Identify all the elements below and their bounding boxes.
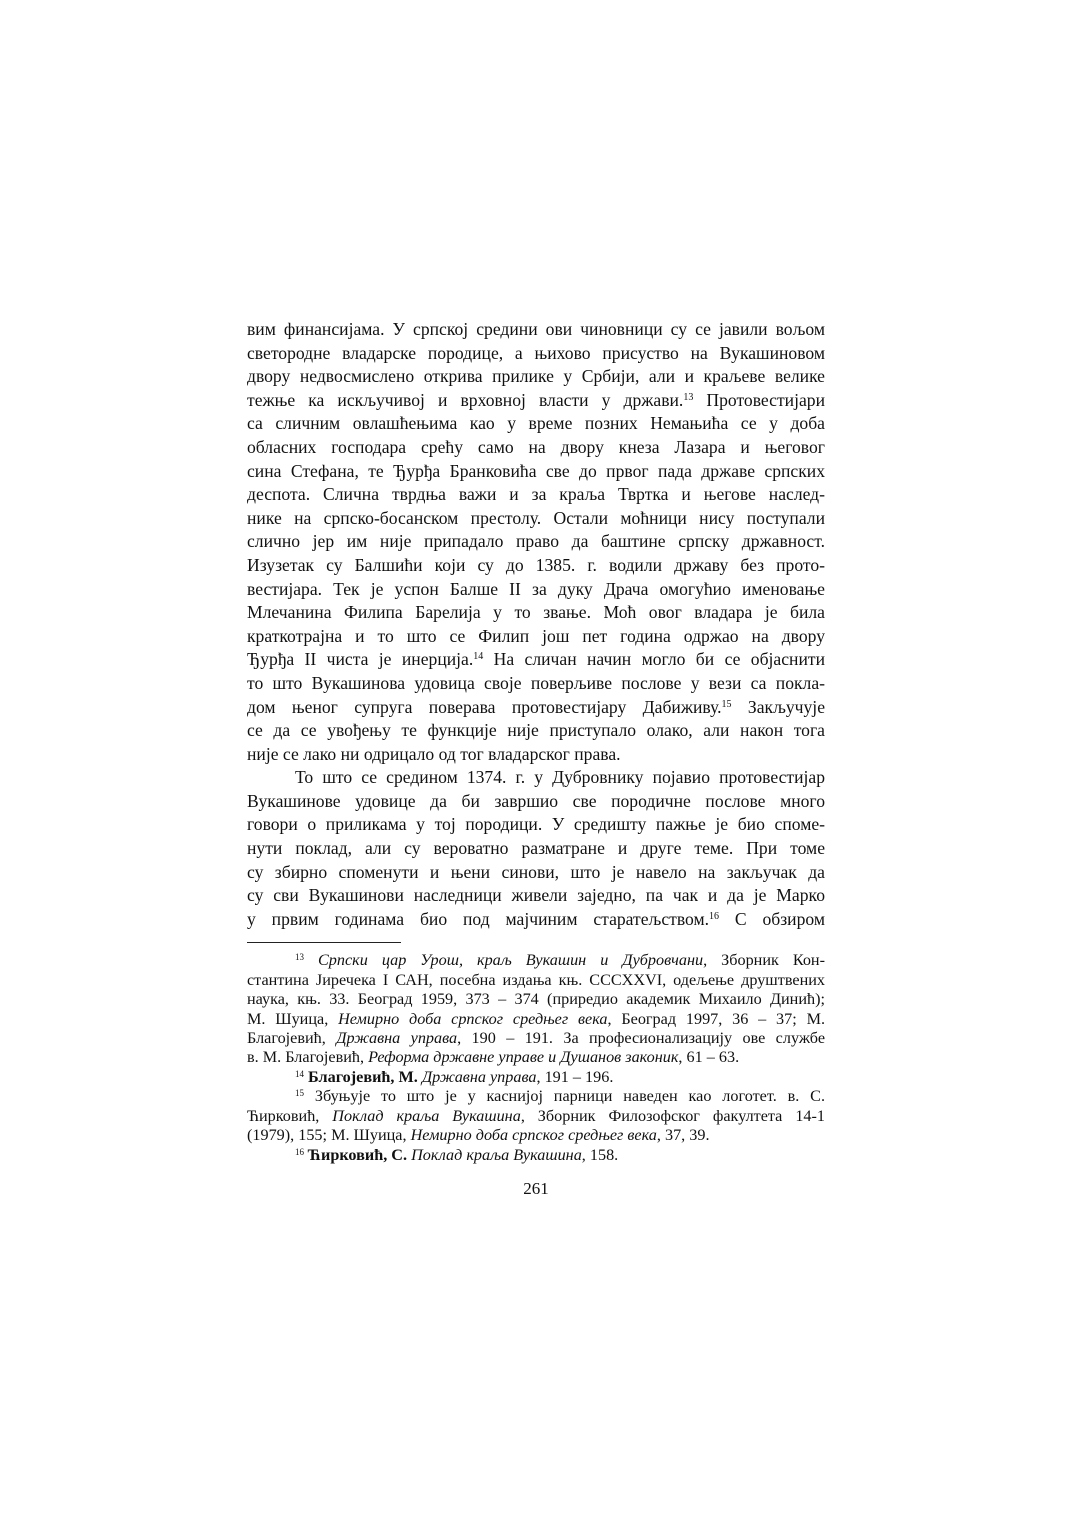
text-line: краткотрајна и то што се Филип још пет година одржао на двору	[247, 625, 825, 646]
text-line: нике на српско-босанском престолу. Остали моћници нису поступали	[247, 507, 825, 528]
text-line: у првим годинама био под мајчиним старатељством.$^{16}$ С обзиром	[247, 908, 825, 929]
text-line: светородне владарске породице, а њихово присуство на Вукашиновом	[247, 342, 825, 363]
text-line: деспота. Слична тврдња важи и за краља Твртка и његове наслед-	[247, 484, 825, 505]
text-line: су збирно споменути и њени синови, што је навело на закључак да	[247, 861, 825, 882]
paragraph-2	[247, 766, 825, 931]
text-line: говори о приликама у тој породици. У средишту пажње је био споме-	[247, 814, 825, 835]
text-line: вим финансијама. У српској средини ови чиновници су се јавили вољом	[247, 319, 825, 339]
footnote-16: $^{16}$ Ћирковић, С. Поклад краља Вукашина, 158.	[295, 1145, 619, 1164]
footnote-ref-15[interactable]: 15	[721, 698, 732, 710]
footnote-ref-13[interactable]: 13	[683, 391, 694, 403]
text-line: нути поклад, али су вероватно разматране и друге теме. При томе	[247, 838, 825, 859]
text-line: тежње ка искључивој и врховној власти у држави.$^{13}$ Протовестијари	[247, 389, 825, 410]
paragraph-1	[247, 318, 825, 766]
text-line: Млечанина Филипа Барелија у то звање. Моћ овог владара је била	[247, 602, 825, 623]
text-line: су сви Вукашинови наследници живели заједно, па чак и да је Марко	[247, 885, 825, 906]
text-line: Изузетак су Балшићи који су до 1385. г. водили државу без прото-	[247, 554, 825, 575]
text-line: Ђурђа II чиста је инерција.$^{14}$ На сличан начин могло би се објаснити	[247, 649, 825, 670]
footnote-15: $^{15}$ Збуњује то што је у каснијој парници наведен као логотет. в. С. Ћирковић, Поклад краља Вукашина, Зборник Филозофског факултета 14-1 (1979), 155; М. Шуица, Немирно доба српског средњег века, 37, 39.	[247, 1087, 825, 1145]
footnotes	[247, 951, 825, 1164]
text-line: То што се средином 1374. г. у Дубровнику појавио протовестијар	[295, 767, 825, 788]
footnote-13: $^{13}$ Српски цар Урош, краљ Вукашин и Дубровчани, Зборник Кон- стантина Јиречека I САН, посебна издања књ. CCCXXVI, одељење друштвених наука, књ. 33. Београд 1959, 373 – 374 (приредио академик Михаило Динић); М. Шуица, Немирно доба српског средњег века, Београд 1997, 36 – 37; М. Благојевић, Државна управа, 190 – 191. За професионализацију ове службе в. М. Благојевић, Реформа државне управе и Душанов законик, 61 – 63.	[247, 951, 826, 1067]
text-line: Вукашинове удовице да би завршио све породичне послове много	[247, 790, 825, 811]
text-line: се да се увођењу те функције није приступало олако, али након тога	[247, 720, 825, 741]
text-line: обласних господара срећу само на двору кнеза Лазара и његовог	[247, 436, 825, 457]
text-line: са сличним овлашћењима као у време позних Немањића се у доба	[247, 413, 825, 434]
text-line: дом њеног супруга поверава протовестијару Дабиживу.$^{15}$ Закључује	[247, 696, 826, 717]
page-content	[247, 318, 825, 1199]
footnote-14: $^{14}$ Благојевић, М. Државна управа, 191 – 196.	[295, 1067, 614, 1086]
text-line: то што Вукашинова удовица своје поверљиве послове у вези са поклa-	[247, 672, 825, 693]
text-line: вестијара. Тек је успон Балше II за дуку Драча омогућио именовање	[247, 578, 825, 599]
text-line: слично јер им није припадало право да баштине српску државност.	[247, 531, 825, 552]
footnote-ref-14[interactable]: 14	[473, 651, 484, 663]
page-number: 261	[523, 1178, 549, 1198]
text-line: сина Стефана, те Ђурђа Бранковића све до првог пада државе српских	[247, 460, 825, 481]
footnote-ref-16[interactable]: 16	[709, 910, 719, 922]
footnote-divider	[247, 942, 401, 943]
text-line: двору недвосмислено открива прилике у Србији, али и краљеве велике	[247, 366, 825, 387]
text-line: није се лако ни одрицало од тог владарског права.	[247, 743, 621, 764]
